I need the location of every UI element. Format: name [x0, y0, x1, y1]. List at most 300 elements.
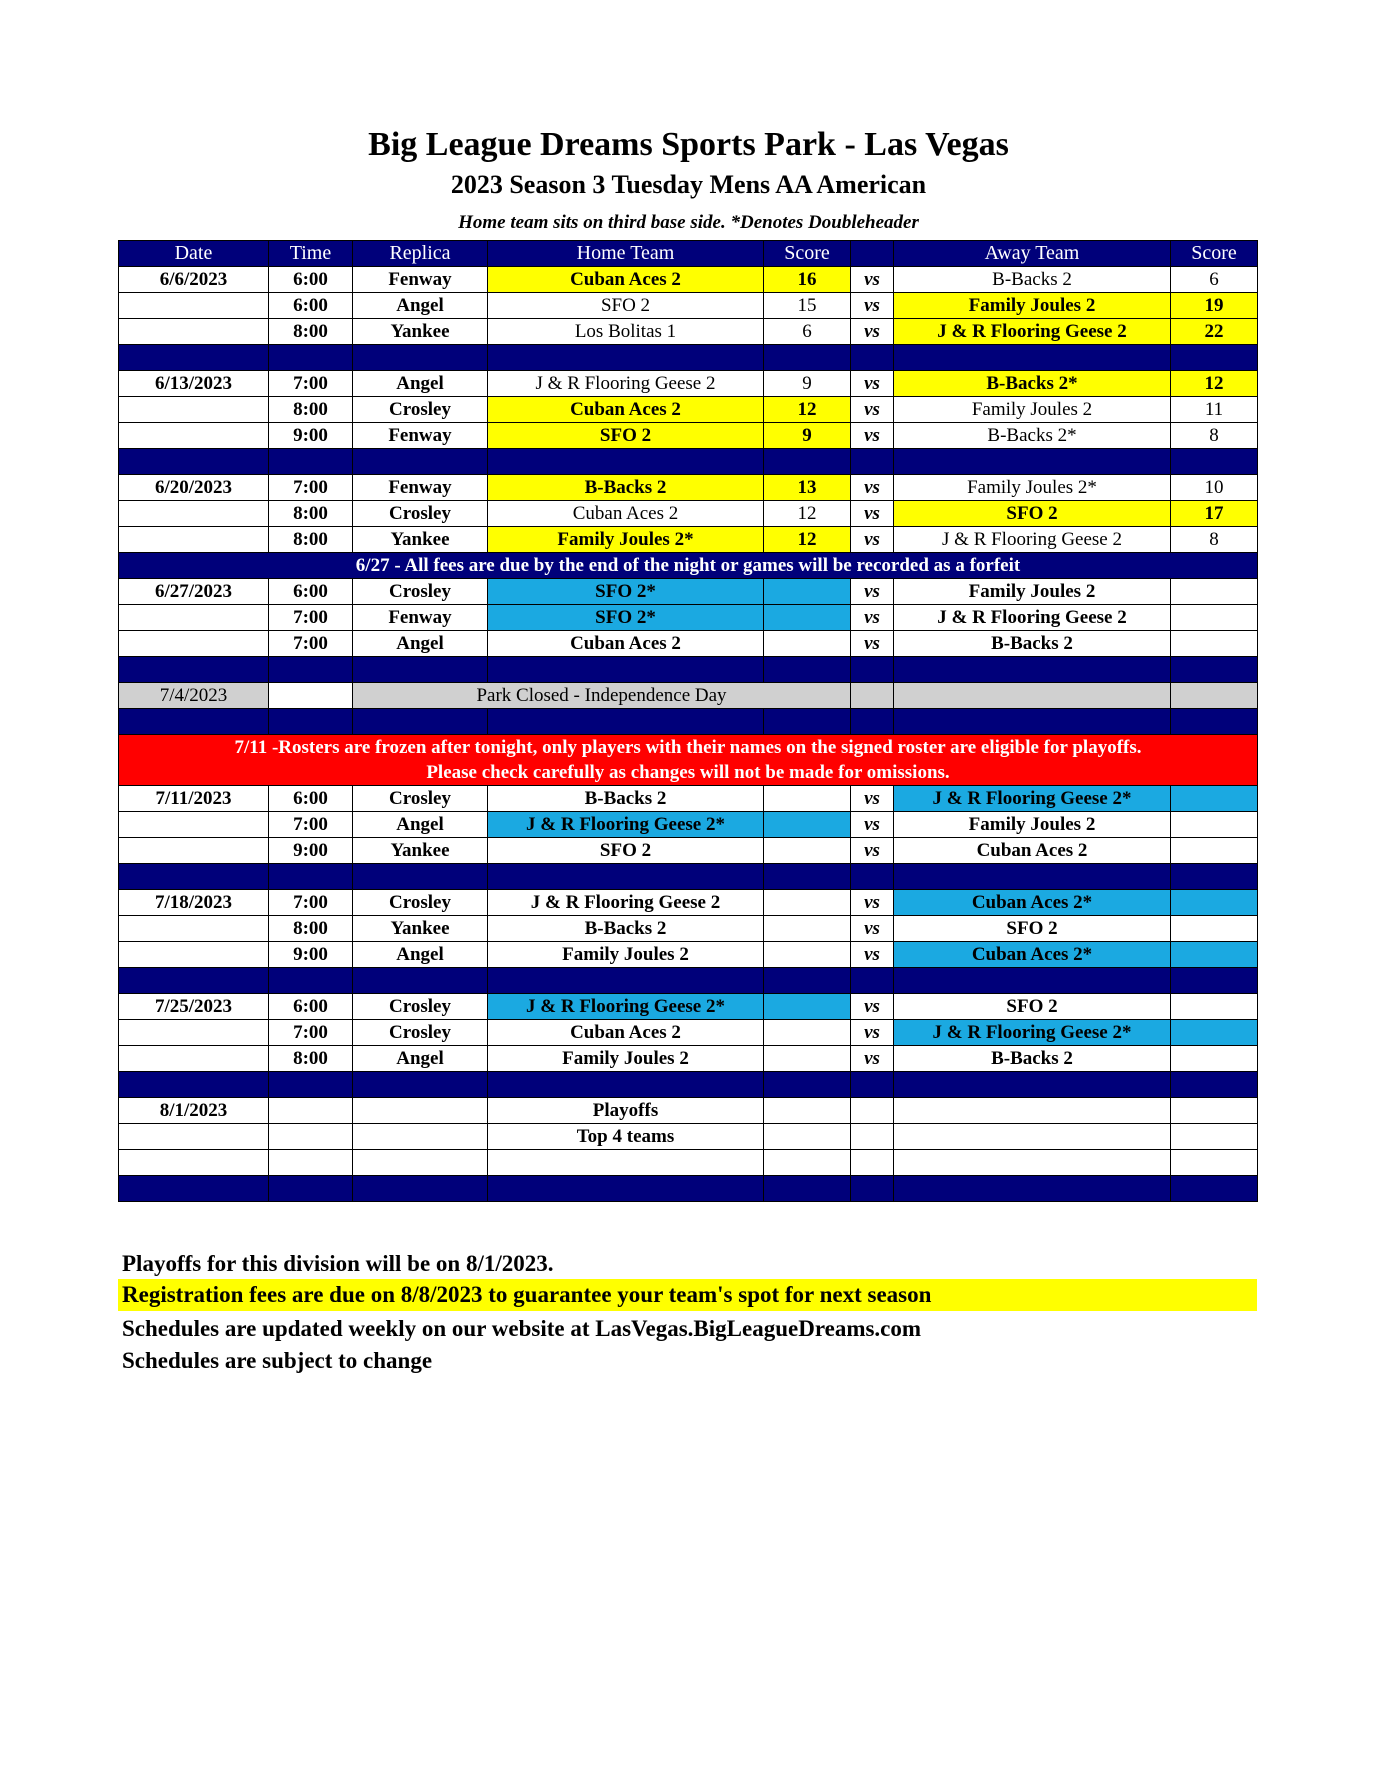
separator-cell: [269, 1072, 353, 1098]
separator-cell: [269, 657, 353, 683]
page-title: Big League Dreams Sports Park - Las Vegas: [368, 126, 1009, 163]
away-score-cell: 19: [1171, 293, 1258, 319]
away-score-cell: [1171, 786, 1258, 812]
home-score-cell: [764, 994, 851, 1020]
home-score-cell: 9: [764, 423, 851, 449]
separator-cell: [851, 345, 894, 371]
separator-cell: [851, 449, 894, 475]
away-team-cell: J & R Flooring Geese 2: [894, 527, 1171, 553]
game-row: [119, 397, 1258, 423]
website-note: Schedules are updated weekly on our website at LasVegas.BigLeagueDreams.com: [122, 1316, 922, 1341]
date-cell: [119, 319, 269, 345]
vs-cell: vs: [851, 423, 894, 449]
week-separator-row: [119, 449, 1258, 475]
time-cell: 9:00: [269, 942, 353, 968]
home-team-cell: SFO 2: [488, 838, 764, 864]
home-team-cell: Los Bolitas 1: [488, 319, 764, 345]
separator-cell: [488, 449, 764, 475]
game-row: [119, 942, 1258, 968]
away-score-cell: 17: [1171, 501, 1258, 527]
game-row: [119, 293, 1258, 319]
date-cell: [119, 1020, 269, 1046]
home-score-cell: 6: [764, 319, 851, 345]
away-team-cell: J & R Flooring Geese 2*: [894, 1020, 1171, 1046]
field-cell: Crosley: [353, 501, 488, 527]
separator-cell: [764, 449, 851, 475]
date-cell: 6/27/2023: [119, 579, 269, 605]
game-row: [119, 527, 1258, 553]
separator-cell: [269, 345, 353, 371]
home-team-cell: J & R Flooring Geese 2*: [488, 994, 764, 1020]
vs-cell: vs: [851, 890, 894, 916]
vs-cell: [851, 1098, 894, 1124]
column-header: [851, 241, 894, 267]
field-cell: Angel: [353, 942, 488, 968]
date-cell: 6/6/2023: [119, 267, 269, 293]
separator-cell: [764, 1176, 851, 1202]
home-team-cell: B-Backs 2: [488, 786, 764, 812]
date-cell: [119, 605, 269, 631]
away-score-cell: [1171, 994, 1258, 1020]
game-row: [119, 1046, 1258, 1072]
home-team-cell: J & R Flooring Geese 2: [488, 890, 764, 916]
table-header-row: [119, 241, 1258, 267]
home-team-cell: Cuban Aces 2: [488, 397, 764, 423]
field-cell: Crosley: [353, 994, 488, 1020]
game-row: [119, 812, 1258, 838]
separator-cell: [894, 864, 1171, 890]
home-score-cell: [764, 1124, 851, 1150]
week-separator-row: [119, 345, 1258, 371]
separator-cell: [851, 1176, 894, 1202]
separator-cell: [353, 657, 488, 683]
away-team-cell: SFO 2: [894, 501, 1171, 527]
week-separator-row: [119, 864, 1258, 890]
vs-cell: vs: [851, 1046, 894, 1072]
away-score-cell: 12: [1171, 371, 1258, 397]
home-team-cell: B-Backs 2: [488, 916, 764, 942]
home-team-cell: Cuban Aces 2: [488, 267, 764, 293]
roster-warning-line: 7/11 -Rosters are frozen after tonight, only players with their names on the signed roster are eligible for playoffs.: [234, 737, 1142, 758]
separator-cell: [894, 968, 1171, 994]
field-cell: Fenway: [353, 605, 488, 631]
roster-warning-row: [119, 735, 1258, 786]
separator-cell: [269, 1176, 353, 1202]
game-row: [119, 916, 1258, 942]
separator-cell: [119, 1176, 269, 1202]
date-cell: [119, 812, 269, 838]
home-score-cell: 16: [764, 267, 851, 293]
away-team-cell: [894, 1150, 1171, 1176]
away-score-cell: [1171, 1020, 1258, 1046]
vs-cell: vs: [851, 812, 894, 838]
week-separator-row: [119, 968, 1258, 994]
home-team-cell: Family Joules 2: [488, 1046, 764, 1072]
separator-cell: [269, 864, 353, 890]
registration-note: Registration fees are due on 8/8/2023 to guarantee your team's spot for next season: [118, 1279, 1257, 1311]
away-score-cell: 6: [1171, 267, 1258, 293]
field-cell: Crosley: [353, 786, 488, 812]
vs-cell: vs: [851, 942, 894, 968]
field-cell: Angel: [353, 631, 488, 657]
field-cell: Yankee: [353, 838, 488, 864]
field-cell: Yankee: [353, 527, 488, 553]
away-team-cell: Family Joules 2: [894, 579, 1171, 605]
home-score-cell: [764, 890, 851, 916]
time-cell: 8:00: [269, 501, 353, 527]
separator-cell: [488, 968, 764, 994]
separator-cell: [851, 709, 894, 735]
away-score-cell: 8: [1171, 527, 1258, 553]
away-team-cell: B-Backs 2*: [894, 423, 1171, 449]
field-cell: [353, 1124, 488, 1150]
vs-cell: [851, 1150, 894, 1176]
date-cell: [119, 631, 269, 657]
separator-cell: [353, 1072, 488, 1098]
vs-cell: vs: [851, 371, 894, 397]
park-closed-row: [119, 683, 1258, 709]
time-cell: 7:00: [269, 605, 353, 631]
field-cell: Crosley: [353, 579, 488, 605]
time-cell: 8:00: [269, 1046, 353, 1072]
vs-cell: vs: [851, 838, 894, 864]
away-score-cell: 22: [1171, 319, 1258, 345]
vs-cell: vs: [851, 605, 894, 631]
time-cell: 6:00: [269, 579, 353, 605]
closed-text: Park Closed - Independence Day: [353, 683, 851, 709]
away-team-cell: [894, 1098, 1171, 1124]
playoffs-note: Playoffs for this division will be on 8/1/2023.: [122, 1251, 554, 1276]
week-separator-row: [119, 709, 1258, 735]
away-team-cell: SFO 2: [894, 916, 1171, 942]
home-score-cell: 12: [764, 397, 851, 423]
away-score-cell: [1171, 1124, 1258, 1150]
game-row: [119, 371, 1258, 397]
field-cell: Crosley: [353, 890, 488, 916]
field-cell: Crosley: [353, 1020, 488, 1046]
away-team-cell: Cuban Aces 2*: [894, 890, 1171, 916]
away-team-cell: J & R Flooring Geese 2: [894, 319, 1171, 345]
vs-cell: vs: [851, 579, 894, 605]
separator-cell: [119, 1072, 269, 1098]
home-score-cell: [764, 942, 851, 968]
separator-cell: [851, 657, 894, 683]
date-cell: 7/18/2023: [119, 890, 269, 916]
separator-cell: [764, 345, 851, 371]
separator-cell: [488, 345, 764, 371]
separator-cell: [119, 968, 269, 994]
home-team-cell: Top 4 teams: [488, 1124, 764, 1150]
away-score-cell: [1171, 579, 1258, 605]
home-score-cell: [764, 579, 851, 605]
field-cell: [353, 1150, 488, 1176]
vs-cell: vs: [851, 786, 894, 812]
time-cell: 9:00: [269, 838, 353, 864]
notice-row: [119, 553, 1258, 579]
column-header: Time: [269, 241, 353, 267]
away-team-cell: Cuban Aces 2*: [894, 942, 1171, 968]
separator-cell: [119, 345, 269, 371]
away-team-cell: Family Joules 2: [894, 293, 1171, 319]
time-cell: 8:00: [269, 397, 353, 423]
vs-cell: vs: [851, 631, 894, 657]
time-cell: 6:00: [269, 267, 353, 293]
page-subtitle: 2023 Season 3 Tuesday Mens AA American: [450, 170, 927, 199]
game-row: [119, 501, 1258, 527]
away-score-cell: 11: [1171, 397, 1258, 423]
separator-cell: [353, 1176, 488, 1202]
separator-cell: [1171, 1176, 1258, 1202]
separator-cell: [851, 968, 894, 994]
separator-cell: [353, 345, 488, 371]
game-row: [119, 838, 1258, 864]
time-cell: [269, 1150, 353, 1176]
date-cell: [119, 1046, 269, 1072]
home-team-cell: Cuban Aces 2: [488, 1020, 764, 1046]
column-header: Score: [764, 241, 851, 267]
separator-cell: [353, 709, 488, 735]
separator-cell: [764, 657, 851, 683]
away-score-cell: [1171, 838, 1258, 864]
date-cell: [119, 942, 269, 968]
home-team-cell: Cuban Aces 2: [488, 631, 764, 657]
date-cell: 8/1/2023: [119, 1098, 269, 1124]
date-cell: [119, 397, 269, 423]
separator-cell: [119, 709, 269, 735]
away-team-cell: Family Joules 2: [894, 397, 1171, 423]
game-row: [119, 786, 1258, 812]
vs-cell: vs: [851, 397, 894, 423]
away-team-cell: J & R Flooring Geese 2: [894, 605, 1171, 631]
home-team-cell: J & R Flooring Geese 2: [488, 371, 764, 397]
away-team-cell: B-Backs 2: [894, 267, 1171, 293]
time-cell: 7:00: [269, 890, 353, 916]
column-header: Home Team: [488, 241, 764, 267]
schedule-table: [118, 240, 1258, 1202]
roster-warning-line: Please check carefully as changes will not be made for omissions.: [426, 762, 950, 783]
separator-cell: [764, 864, 851, 890]
week-separator-row: [119, 1176, 1258, 1202]
away-team-cell: B-Backs 2: [894, 1046, 1171, 1072]
time-cell: 7:00: [269, 631, 353, 657]
home-score-cell: [764, 812, 851, 838]
week-separator-row: [119, 1072, 1258, 1098]
date-cell: 7/11/2023: [119, 786, 269, 812]
vs-cell: [851, 683, 894, 709]
date-cell: [119, 423, 269, 449]
field-cell: Yankee: [353, 319, 488, 345]
separator-cell: [269, 709, 353, 735]
separator-cell: [488, 864, 764, 890]
vs-cell: vs: [851, 501, 894, 527]
field-cell: Fenway: [353, 423, 488, 449]
column-header: Away Team: [894, 241, 1171, 267]
time-cell: 7:00: [269, 475, 353, 501]
column-header: Date: [119, 241, 269, 267]
separator-cell: [1171, 1072, 1258, 1098]
home-team-cell: B-Backs 2: [488, 475, 764, 501]
home-score-cell: 12: [764, 501, 851, 527]
vs-cell: vs: [851, 527, 894, 553]
time-cell: 8:00: [269, 527, 353, 553]
separator-cell: [894, 345, 1171, 371]
field-cell: Yankee: [353, 916, 488, 942]
field-cell: Fenway: [353, 475, 488, 501]
away-team-cell: Family Joules 2*: [894, 475, 1171, 501]
date-cell: 7/25/2023: [119, 994, 269, 1020]
separator-cell: [269, 449, 353, 475]
game-row: [119, 423, 1258, 449]
week-separator-row: [119, 657, 1258, 683]
home-score-cell: [764, 1098, 851, 1124]
column-header: Replica: [353, 241, 488, 267]
away-cell: [894, 683, 1171, 709]
time-cell: [269, 1098, 353, 1124]
field-cell: Fenway: [353, 267, 488, 293]
home-score-cell: [764, 838, 851, 864]
game-row: [119, 1098, 1258, 1124]
home-score-cell: [764, 1020, 851, 1046]
game-row: [119, 1150, 1258, 1176]
time-cell: 6:00: [269, 293, 353, 319]
date-cell: [119, 1124, 269, 1150]
separator-cell: [1171, 968, 1258, 994]
separator-cell: [269, 968, 353, 994]
time-cell: 8:00: [269, 319, 353, 345]
home-score-cell: [764, 786, 851, 812]
away-score-cell: 10: [1171, 475, 1258, 501]
away-team-cell: SFO 2: [894, 994, 1171, 1020]
vs-cell: vs: [851, 475, 894, 501]
time-cell: 7:00: [269, 812, 353, 838]
separator-cell: [894, 1176, 1171, 1202]
roster-warning: [119, 735, 1258, 786]
separator-cell: [1171, 449, 1258, 475]
away-score-cell: [1171, 631, 1258, 657]
separator-cell: [851, 1072, 894, 1098]
separator-cell: [1171, 709, 1258, 735]
home-score-cell: 9: [764, 371, 851, 397]
notice-text: 6/27 - All fees are due by the end of the night or games will be recorded as a forfeit: [119, 553, 1258, 579]
field-cell: Angel: [353, 812, 488, 838]
home-score-cell: [764, 1046, 851, 1072]
game-row: [119, 1020, 1258, 1046]
away-score-cell: [1171, 605, 1258, 631]
date-cell: [119, 838, 269, 864]
separator-cell: [764, 1072, 851, 1098]
separator-cell: [764, 709, 851, 735]
game-row: [119, 890, 1258, 916]
away-score-cell: [1171, 1150, 1258, 1176]
field-cell: Angel: [353, 371, 488, 397]
home-score-cell: [764, 605, 851, 631]
home-score-cell: 12: [764, 527, 851, 553]
home-team-cell: [488, 1150, 764, 1176]
home-team-cell: Cuban Aces 2: [488, 501, 764, 527]
game-row: [119, 579, 1258, 605]
home-team-cell: SFO 2: [488, 423, 764, 449]
vs-cell: vs: [851, 319, 894, 345]
time-cell: [269, 1124, 353, 1150]
separator-cell: [119, 864, 269, 890]
separator-cell: [119, 657, 269, 683]
field-cell: Angel: [353, 1046, 488, 1072]
field-cell: Crosley: [353, 397, 488, 423]
home-team-cell: Family Joules 2*: [488, 527, 764, 553]
home-team-cell: J & R Flooring Geese 2*: [488, 812, 764, 838]
date-cell: 6/13/2023: [119, 371, 269, 397]
home-team-cell: SFO 2*: [488, 605, 764, 631]
time-cell: 7:00: [269, 1020, 353, 1046]
game-row: [119, 605, 1258, 631]
away-team-cell: [894, 1124, 1171, 1150]
vs-cell: vs: [851, 293, 894, 319]
vs-cell: vs: [851, 1020, 894, 1046]
separator-cell: [1171, 345, 1258, 371]
separator-cell: [488, 657, 764, 683]
away-team-cell: B-Backs 2: [894, 631, 1171, 657]
separator-cell: [353, 864, 488, 890]
home-team-cell: SFO 2: [488, 293, 764, 319]
date-cell: [119, 293, 269, 319]
date-cell: [119, 1150, 269, 1176]
home-score-cell: 13: [764, 475, 851, 501]
away-score-cell: [1171, 812, 1258, 838]
page-note: Home team sits on third base side. *Denotes Doubleheader: [458, 212, 919, 233]
separator-cell: [894, 449, 1171, 475]
separator-cell: [488, 709, 764, 735]
date-cell: 6/20/2023: [119, 475, 269, 501]
away-score-cell: [1171, 916, 1258, 942]
time-cell: 9:00: [269, 423, 353, 449]
away-score-cell: 8: [1171, 423, 1258, 449]
away-score-cell: [1171, 942, 1258, 968]
vs-cell: [851, 1124, 894, 1150]
game-row: [119, 631, 1258, 657]
vs-cell: vs: [851, 916, 894, 942]
home-score-cell: [764, 1150, 851, 1176]
column-header: Score: [1171, 241, 1258, 267]
game-row: [119, 319, 1258, 345]
separator-cell: [894, 657, 1171, 683]
away-score-cell: [1171, 1098, 1258, 1124]
separator-cell: [894, 709, 1171, 735]
vs-cell: vs: [851, 994, 894, 1020]
home-score-cell: 15: [764, 293, 851, 319]
field-cell: [353, 1098, 488, 1124]
game-row: [119, 1124, 1258, 1150]
home-team-cell: SFO 2*: [488, 579, 764, 605]
home-team-cell: Family Joules 2: [488, 942, 764, 968]
home-score-cell: [764, 916, 851, 942]
date-cell: [119, 527, 269, 553]
date-cell: 7/4/2023: [119, 683, 269, 709]
time-cell: [269, 683, 353, 709]
home-team-cell: Playoffs: [488, 1098, 764, 1124]
time-cell: 6:00: [269, 994, 353, 1020]
away-team-cell: Cuban Aces 2: [894, 838, 1171, 864]
game-row: [119, 994, 1258, 1020]
time-cell: 7:00: [269, 371, 353, 397]
separator-cell: [119, 449, 269, 475]
score-cell: [1171, 683, 1258, 709]
date-cell: [119, 916, 269, 942]
separator-cell: [1171, 864, 1258, 890]
time-cell: 6:00: [269, 786, 353, 812]
vs-cell: vs: [851, 267, 894, 293]
away-team-cell: B-Backs 2*: [894, 371, 1171, 397]
separator-cell: [894, 1072, 1171, 1098]
